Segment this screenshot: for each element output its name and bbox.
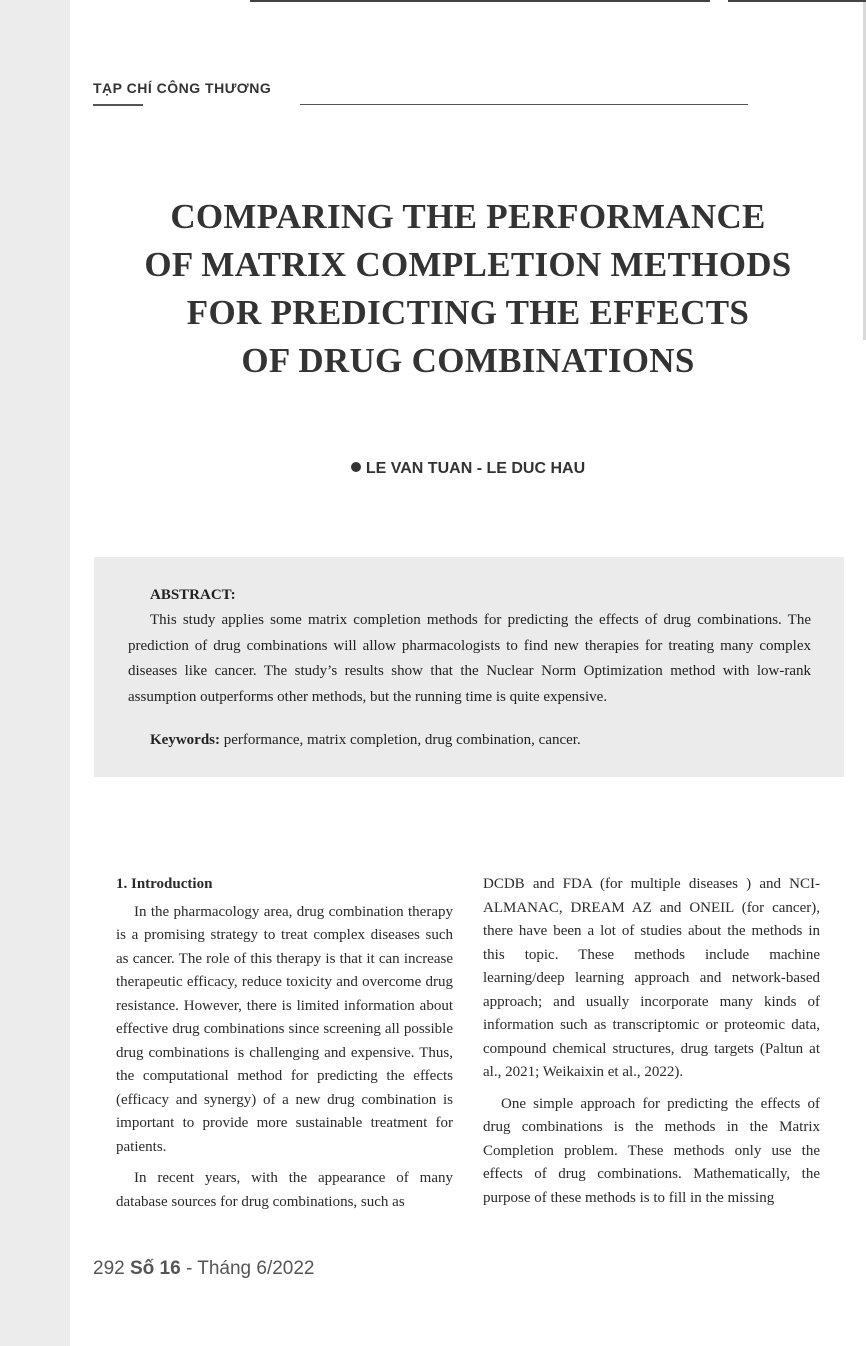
title-line: FOR PREDICTING THE EFFECTS — [186, 293, 750, 332]
page-margin-strip — [0, 0, 70, 1346]
issue-date: - Tháng 6/2022 — [180, 1258, 315, 1279]
keywords-label: Keywords: — [150, 732, 220, 748]
page-footer — [93, 1258, 315, 1280]
title-line: OF MATRIX COMPLETION METHODS — [144, 245, 792, 284]
header-rule — [300, 104, 748, 105]
body-paragraph: One simple approach for predicting the effects of drug combinations is the methods in the Matrix Completion problem. These methods only use the effects of drug combinations. Mathematically, the purpose of these methods is to fill in the missing — [483, 1095, 820, 1206]
title-line: OF DRUG COMBINATIONS — [241, 341, 695, 380]
body-paragraph: In the pharmacology area, drug combination therapy is a promising strategy to treat complex diseases such as cancer. The role of this therapy is that it can increase therapeutic efficacy, reduce toxicity and overcome drug resistance. However, there is limited information about effective drug combinations since screening all possible drug combinations is challenging and expensive. Thus, the computational method for predicting the effects (efficacy and synergy) of a new drug combination is important to provide more sustainable treatment for patients. — [116, 903, 453, 1155]
section-heading: 1. Introduction — [116, 876, 213, 892]
keywords — [150, 732, 581, 749]
issue-number: Số 16 — [129, 1258, 181, 1279]
body-paragraph: In recent years, with the appearance of many database sources for drug combinations, such as — [116, 1170, 453, 1210]
abstract-text: This study applies some matrix completion methods for predicting the effects of drug combinations. The prediction of drug combinations will allow pharmacologists to find new therapies for treating many complex diseases like cancer. The study’s results show that the Nuclear Norm Optimization method with low-rank assumption outperforms other methods, but the running time is quite expensive. — [128, 612, 811, 705]
body-paragraph: DCDB and FDA (for multiple diseases ) and NCI-ALMANAC, DREAM AZ and ONEIL (for cancer), there have been a lot of studies about the methods in this topic. These methods include machine learning/deep learning approach and network-based approach; and usually incorporate many kinds of information such as transcriptomic or proteomic data, compound chemical structures, drug targets (Paltun at al., 2021; Weikaixin et al., 2022). — [483, 876, 820, 1080]
top-border-line — [250, 0, 710, 2]
authors: LE VAN TUAN - LE DUC HAU — [365, 460, 586, 477]
right-column — [483, 873, 820, 1218]
journal-underline — [93, 104, 143, 106]
bullet-icon — [351, 462, 361, 472]
keywords-list: performance, matrix completion, drug combination, cancer. — [220, 732, 581, 748]
title-line: COMPARING THE PERFORMANCE — [170, 197, 766, 236]
top-border-line — [728, 0, 866, 2]
journal-name: TẠP CHÍ CÔNG THƯƠNG — [93, 80, 272, 96]
left-column — [116, 873, 453, 1222]
paper-title — [100, 193, 836, 385]
page-number: 292 — [93, 1258, 125, 1279]
author-line — [0, 460, 866, 478]
abstract-heading: ABSTRACT: — [150, 587, 236, 603]
